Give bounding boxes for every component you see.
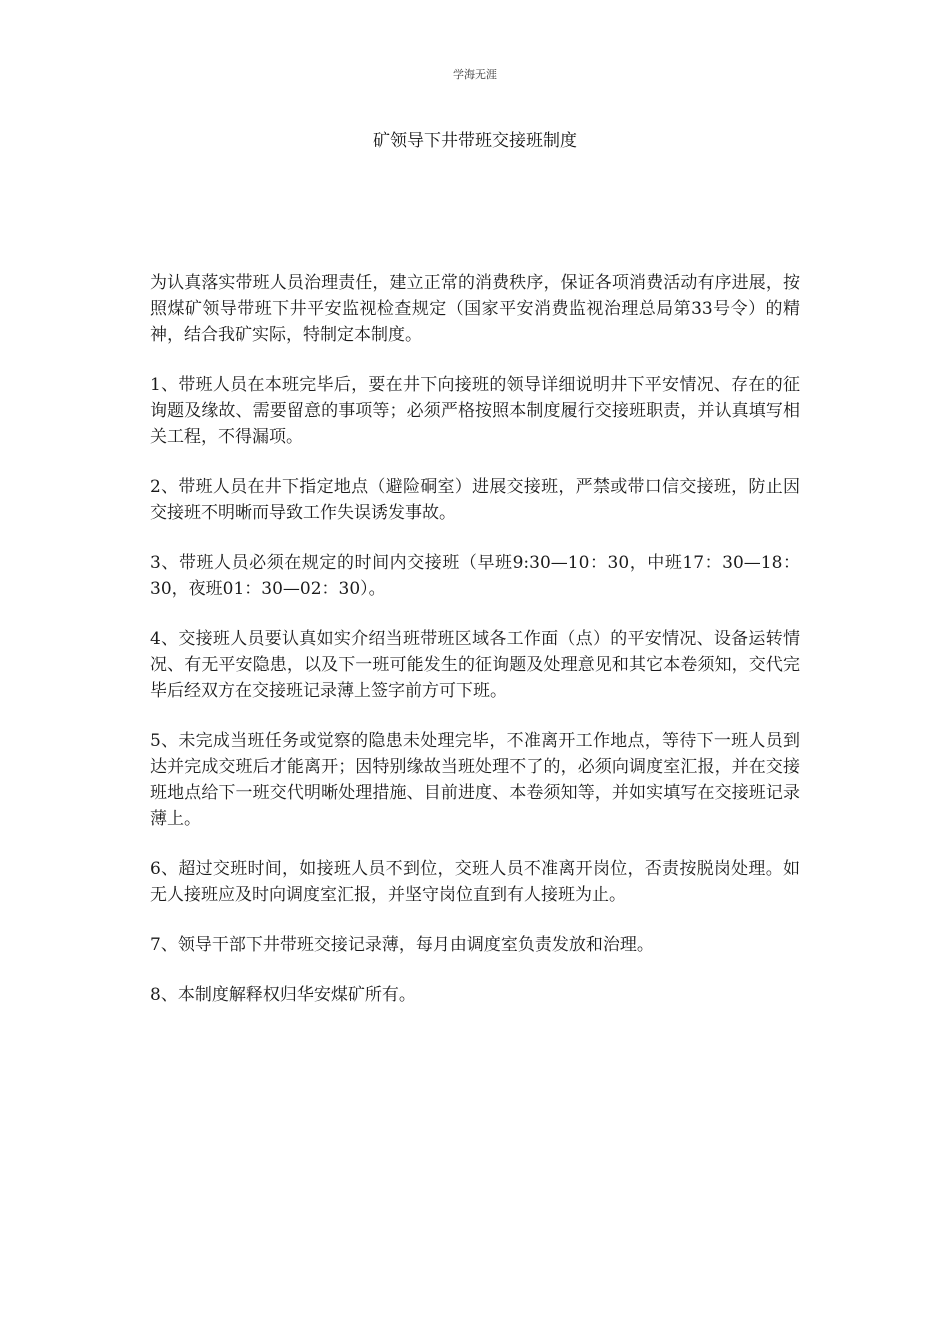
- rule-item-7: 7、领导干部下井带班交接记录薄，每月由调度室负责发放和治理。: [150, 935, 654, 955]
- document-body: [150, 270, 800, 1032]
- page-header: 学海无涯: [453, 68, 497, 81]
- document-title: 矿领导下井带班交接班制度: [373, 131, 577, 151]
- rule-item-8: 8、本制度解释权归华安煤矿所有。: [150, 985, 416, 1005]
- rule-item-4: 4、交接班人员要认真如实介绍当班带班区域各工作面（点）的平安情况、设备运转情况、有无平安隐患，以及下一班可能发生的征询题及处理意见和其它本卷须知，交代完毕后经双方在交接班记录薄上签字前方可下班。: [150, 629, 800, 701]
- rule-item-3: 3、带班人员必须在规定的时间内交接班（早班9:30—10：30，中班17：30—18：30，夜班01：30—02：30）。: [150, 553, 800, 599]
- rule-item-2: 2、带班人员在井下指定地点（避险硐室）进展交接班，严禁或带口信交接班，防止因交接班不明晰而导致工作失误诱发事故。: [150, 477, 800, 523]
- rule-item-5: 5、未完成当班任务或觉察的隐患未处理完毕，不准离开工作地点，等待下一班人员到达并完成交班后才能离开；因特别缘故当班处理不了的，必须向调度室汇报，并在交接班地点给下一班交代明晰处理措施、目前进度、本卷须知等，并如实填写在交接班记录薄上。: [150, 731, 800, 829]
- intro-paragraph: 为认真落实带班人员治理责任，建立正常的消费秩序，保证各项消费活动有序进展，按照煤矿领导带班下井平安监视检查规定（国家平安消费监视治理总局第33号令）的精神，结合我矿实际，特制定本制度。: [150, 273, 800, 345]
- rule-item-6: 6、超过交班时间，如接班人员不到位，交班人员不准离开岗位，否责按脱岗处理。如无人接班应及时向调度室汇报，并坚守岗位直到有人接班为止。: [150, 859, 800, 905]
- rule-item-1: 1、带班人员在本班完毕后，要在井下向接班的领导详细说明井下平安情况、存在的征询题及缘故、需要留意的事项等；必须严格按照本制度履行交接班职责，并认真填写相关工程，不得漏项。: [150, 375, 800, 447]
